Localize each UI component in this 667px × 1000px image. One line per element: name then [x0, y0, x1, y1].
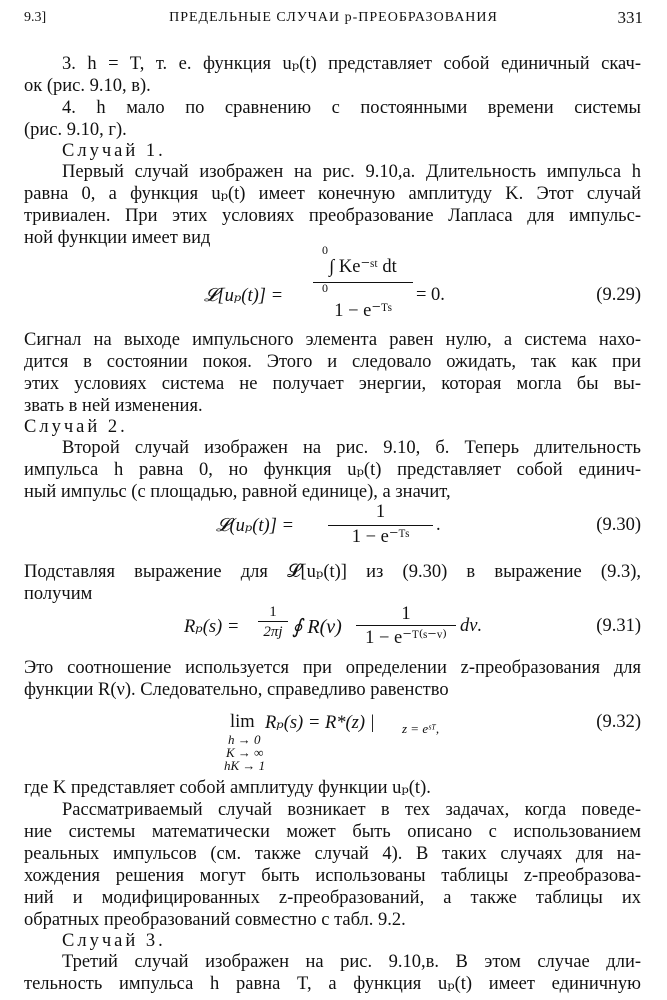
- text-line: где K представляет собой амплитуду функции uₚ(t).: [24, 778, 431, 798]
- integral-upper-limit: 0: [322, 243, 328, 257]
- text-line: (рис. 9.10, г).: [24, 120, 127, 140]
- limit-subscript: z = eˢᵀ,: [402, 721, 440, 736]
- text-line: 4. h мало по сравнению с постоянными времени системы: [62, 98, 641, 118]
- case-heading: Случай 3.: [62, 931, 166, 951]
- text-line: ной функции имеет вид: [24, 228, 211, 248]
- running-title: ПРЕДЕЛЬНЫЕ СЛУЧАИ p-ПРЕОБРАЗОВАНИЯ: [169, 10, 498, 25]
- contour-integral: ∮ R(ν): [292, 616, 342, 638]
- equation-number: (9.32): [596, 712, 641, 732]
- text-line: Первый случай изображен на рис. 9.10,а. Длительность импульса h: [62, 162, 641, 182]
- text-line: реальных импульсов (см. также случай 4). В таких случаях для на-: [24, 844, 641, 864]
- text-line: тельность импульса h равна T, а функция uₚ(t) имеет единичную: [24, 974, 641, 994]
- text-line: 3. h = T, т. е. функция uₚ(t) представляет собой единичный скач-: [62, 54, 641, 74]
- page-number: 331: [617, 8, 643, 27]
- equation-lhs: 𝓛(uₚ(t)] =: [216, 516, 295, 536]
- equation-tail: dν.: [460, 616, 483, 636]
- text-line: Сигнал на выходе импульсного элемента равен нулю, а система нахо-: [24, 330, 641, 350]
- text-line: получим: [24, 584, 93, 604]
- section-number: 9.3]: [24, 10, 47, 25]
- limit-condition: hK → 1: [224, 758, 266, 773]
- text-line: Это соотношение используется при определении z-преобразования для: [24, 658, 641, 678]
- text-line: ние системы математически может быть описано с использованием: [24, 822, 641, 842]
- text-line: функции R(ν). Следовательно, справедливо равенство: [24, 680, 449, 700]
- text-line: звать в ней изменения.: [24, 396, 203, 416]
- case-heading: Случай 2.: [24, 417, 128, 437]
- text-line: импульса h равна 0, но функция uₚ(t) представляет собой единич-: [24, 460, 641, 480]
- text-line: ный импульс (с площадью, равной единице), а значит,: [24, 482, 451, 502]
- fraction-denominator: 1 − e⁻ᵀˢ: [351, 527, 410, 547]
- text-line: ок (рис. 9.10, в).: [24, 76, 151, 96]
- text-line: Третий случай изображен на рис. 9.10,в. В этом случае дли-: [62, 952, 641, 972]
- text-line: Подставляя выражение для 𝓛[uₚ(t)] из (9.30) в выражение (9.3),: [24, 562, 641, 582]
- fraction-denominator: 1 − e⁻ᵀ⁽ˢ⁻ᵛ⁾: [365, 628, 447, 648]
- text-line: Второй случай изображен на рис. 9.10, б. Теперь длительность: [62, 438, 641, 458]
- equation-number: (9.31): [596, 616, 641, 636]
- limit-operator: lim: [230, 712, 255, 732]
- integral-lower-limit: 0: [322, 281, 328, 295]
- coefficient-numerator: 1: [258, 604, 288, 622]
- text-line: этих условиях система не получает энергии, которая могла бы вы-: [24, 374, 641, 394]
- text-line: дится в состоянии покоя. Этого и следовало ожидать, так как при: [24, 352, 641, 372]
- limit-body: Rₚ(s) = R*(z) |: [265, 713, 375, 733]
- equation-lhs: 𝓛[uₚ(t)] =: [204, 286, 284, 306]
- fraction-numerator: 1: [328, 502, 433, 526]
- limit-condition: K → ∞: [226, 745, 264, 760]
- limit-condition: h → 0: [228, 732, 261, 747]
- fraction-denominator: 1 − e⁻ᵀˢ: [334, 301, 392, 321]
- coefficient-denominator: 2πj: [263, 624, 283, 640]
- text-line: ний и модифицированных z-преобразований, а также таблицы их: [24, 888, 641, 908]
- fraction-numerator: ∫ Ke⁻ˢᵗ dt: [313, 256, 413, 283]
- equation-tail: .: [436, 515, 441, 535]
- text-line: Рассматриваемый случай возникает в тех задачах, когда поведе-: [62, 800, 641, 820]
- text-line: тривиален. При этих условиях преобразование Лапласа для импульс-: [24, 206, 641, 226]
- equation-rhs: = 0.: [416, 285, 445, 305]
- text-line: хождения решения могут быть использованы таблицы z-преобразова-: [24, 866, 641, 886]
- text-line: равна 0, а функция uₚ(t) имеет конечную амплитуду K. Этот случай: [24, 184, 641, 204]
- text-line: обратных преобразований совместно с табл. 9.2.: [24, 910, 406, 930]
- fraction-numerator: 1: [356, 604, 456, 626]
- case-heading: Случай 1.: [62, 141, 166, 161]
- equation-number: (9.30): [596, 515, 641, 535]
- equation-number: (9.29): [596, 285, 641, 305]
- equation-lhs: Rₚ(s) =: [184, 617, 240, 637]
